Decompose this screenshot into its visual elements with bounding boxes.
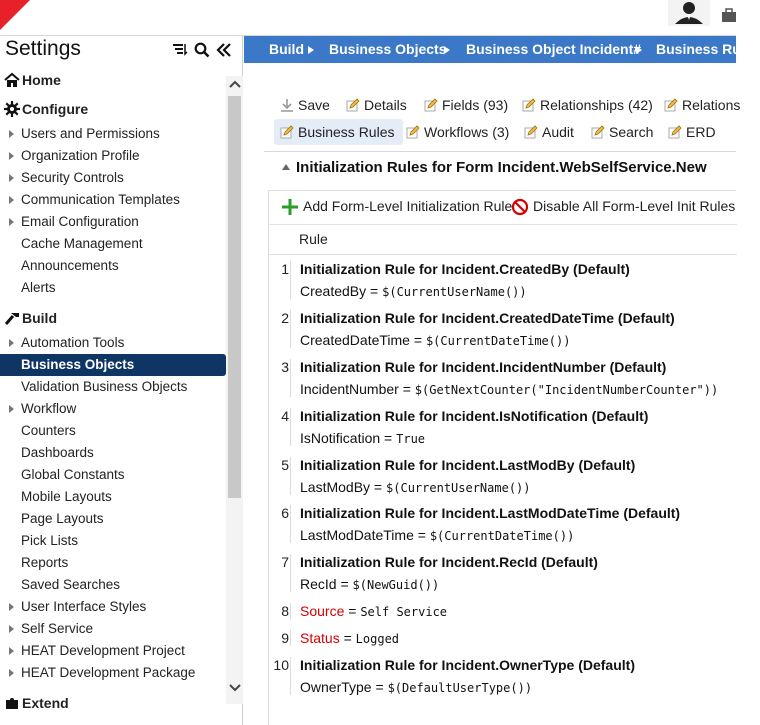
sidebar-item-label: Build [22, 310, 57, 326]
rule-body [290, 554, 737, 592]
sidebar-item-label: Email Configuration [21, 214, 139, 229]
relations-tab[interactable] [662, 92, 740, 118]
workflows-label: Workflows (3) [424, 124, 510, 140]
user-avatar[interactable] [668, 0, 710, 26]
expand-triangle-icon[interactable] [9, 218, 14, 226]
edit-icon [424, 98, 438, 112]
sidebar-item-dashboards[interactable] [0, 442, 226, 464]
sidebar-item-workflow[interactable] [0, 398, 226, 420]
chevron-right-icon [444, 46, 450, 54]
sidebar-item-label: Announcements [21, 258, 119, 273]
rule-operator: = [413, 527, 430, 543]
rule-field[interactable]: Source [300, 603, 345, 619]
relations-label: Relations [682, 97, 741, 113]
disable-rules-button[interactable] [511, 198, 735, 214]
rule-field: IncidentNumber [300, 381, 399, 397]
sidebar-item-counters[interactable] [0, 420, 226, 442]
rule-body [290, 630, 737, 646]
rule-field: RecId [300, 576, 337, 592]
rule-body [290, 408, 737, 446]
rule-title[interactable]: Initialization Rule for Incident.OwnerType (Default) [300, 657, 635, 673]
sidebar-item-automation-tools[interactable] [0, 332, 226, 354]
rule-expression: $(CurrentUserName()) [386, 481, 531, 495]
rule-operator: = [371, 679, 388, 695]
expand-triangle-icon[interactable] [9, 405, 14, 413]
sidebar-item-label: Validation Business Objects [21, 379, 188, 394]
sidebar-item-announcements[interactable] [0, 255, 226, 277]
collapse-triangle-icon[interactable] [282, 164, 290, 170]
rule-expression: Self Service [360, 605, 448, 619]
rule-operator: = [380, 430, 397, 446]
rule-body [290, 310, 737, 348]
logo [0, 0, 30, 30]
edit-icon [406, 125, 420, 139]
rule-title[interactable]: Initialization Rule for Incident.CreatedDateTime (Default) [300, 310, 675, 326]
sidebar-item-reports[interactable] [0, 552, 226, 574]
rule-title[interactable]: Initialization Rule for Incident.IsNotification (Default) [300, 408, 649, 424]
erd-tab[interactable] [666, 119, 716, 145]
sidebar-item-label: Security Controls [21, 170, 124, 185]
sidebar-item-label: HEAT Development Project [21, 643, 185, 658]
sidebar-item-label: Users and Permissions [21, 126, 160, 141]
rule-number: 5 [281, 457, 289, 473]
rule-body [290, 359, 737, 397]
rule-number: 1 [281, 261, 289, 277]
sidebar-item-label: Extend [22, 695, 69, 711]
rule-field: OwnerType [300, 679, 372, 695]
sidebar-item-label: Workflow [21, 401, 77, 416]
plus-icon [281, 198, 299, 216]
rule-title[interactable]: Initialization Rule for Incident.RecId (Default) [300, 554, 598, 570]
erd-label: ERD [686, 124, 716, 140]
audit-tab[interactable] [522, 119, 574, 145]
business-rules-label: Business Rules [298, 124, 395, 140]
sidebar-title: Settings [5, 37, 81, 60]
sidebar-item-heat-development-project[interactable] [0, 640, 226, 662]
sidebar-item-mobile-layouts[interactable] [0, 486, 226, 508]
sidebar-item-page-layouts[interactable] [0, 508, 226, 530]
sidebar-item-label: Dashboards [21, 445, 94, 460]
home-icon [4, 72, 20, 88]
rule-operator: = [336, 576, 353, 592]
sidebar-item-label: Mobile Layouts [21, 489, 112, 504]
chevron-right-icon [636, 46, 642, 54]
breadcrumb-incident[interactable]: Business Object Incident# [466, 41, 642, 57]
rule-number: 7 [281, 554, 289, 570]
sidebar-item-label: Alerts [21, 280, 56, 295]
expand-triangle-icon[interactable] [9, 196, 14, 204]
audit-label: Audit [542, 124, 574, 140]
fields-label: Fields (93) [442, 97, 509, 113]
rule-number: 8 [281, 603, 289, 619]
sidebar-item-label: User Interface Styles [21, 599, 147, 614]
rule-field: LastModBy [300, 479, 371, 495]
rule-title[interactable]: Initialization Rule for Incident.LastModDateTime (Default) [300, 505, 681, 521]
rule-number: 2 [281, 310, 289, 326]
main-panel [244, 63, 741, 725]
rule-title[interactable]: Initialization Rule for Incident.LastModBy (Default) [300, 457, 636, 473]
edit-icon [522, 98, 536, 112]
sidebar-item-security-controls[interactable] [0, 167, 226, 189]
edit-icon [280, 125, 294, 139]
relationships-label: Relationships (42) [540, 97, 653, 113]
chevron-right-icon [308, 46, 314, 54]
sidebar-item-business-objects[interactable] [0, 354, 226, 376]
sidebar-item-label: Global Constants [21, 467, 125, 482]
rule-field: CreatedBy [300, 283, 367, 299]
business-rules-tab[interactable] [274, 119, 403, 145]
rule-body [290, 603, 737, 619]
search-label: Search [609, 124, 654, 140]
sidebar-section-extend[interactable] [0, 692, 226, 714]
rule-number: 6 [281, 505, 289, 521]
rule-expression: Logged [355, 632, 400, 646]
sidebar-item-user-interface-styles[interactable] [0, 596, 226, 618]
sidebar-item-label: HEAT Development Package [21, 665, 196, 680]
rule-body [290, 457, 737, 495]
rule-number: 10 [273, 657, 289, 673]
collapse-sidebar-icon[interactable] [216, 42, 232, 58]
breadcrumb-business-rules[interactable]: Business Rules [656, 41, 760, 57]
sidebar-item-self-service[interactable] [0, 618, 226, 640]
expand-triangle-icon[interactable] [9, 174, 14, 182]
sidebar-item-heat-development-package[interactable] [0, 662, 226, 684]
disable-rules-label: Disable All Form-Level Init Rules [533, 198, 736, 214]
expand-triangle-icon[interactable] [9, 625, 14, 633]
sidebar-item-global-constants[interactable] [0, 464, 226, 486]
fields-tab[interactable] [422, 92, 508, 118]
sidebar-item-label: Cache Management [21, 236, 143, 251]
save-button[interactable] [278, 92, 330, 118]
user-icon [672, 0, 706, 24]
no-entry-icon [511, 198, 529, 216]
sidebar-item-cache-management[interactable] [0, 233, 226, 255]
sidebar-item-label: Counters [21, 423, 76, 438]
rule-expression: $(CurrentDateTime()) [425, 334, 571, 348]
search-tab[interactable] [589, 119, 653, 145]
rule-operator: = [370, 479, 387, 495]
download-icon [280, 98, 294, 112]
rule-field: CreatedDateTime [300, 332, 410, 348]
expand-triangle-icon[interactable] [9, 669, 14, 677]
sidebar-item-label: Business Objects [21, 357, 135, 372]
sidebar-item-label: Page Layouts [21, 511, 104, 526]
sidebar-item-label: Configure [22, 101, 89, 117]
relationships-tab[interactable] [520, 92, 653, 118]
panel-title-text: Initialization Rules for Form Incident.WebSelfService.New [296, 159, 707, 176]
sidebar-scrollbar[interactable] [226, 76, 243, 704]
scroll-up-icon[interactable] [229, 78, 241, 90]
sidebar-item-label: Organization Profile [21, 148, 140, 163]
rule-expression: True [396, 432, 426, 446]
settings-sidebar [0, 36, 243, 725]
grid-actions [269, 191, 737, 225]
rule-field: IsNotification [300, 430, 381, 446]
expand-triangle-icon[interactable] [9, 647, 14, 655]
gear-icon [4, 101, 20, 117]
sidebar-item-label: Self Service [21, 621, 94, 636]
rule-field: LastModDateTime [300, 527, 414, 543]
expand-triangle-icon[interactable] [9, 603, 14, 611]
sidebar-item-alerts[interactable] [0, 277, 226, 299]
divider [264, 151, 736, 152]
sidebar-item-label: Home [22, 72, 61, 88]
sidebar-item-label: Communication Templates [21, 192, 180, 207]
rule-title[interactable]: Initialization Rule for Incident.CreatedBy (Default) [300, 261, 630, 277]
grid-header [269, 225, 737, 255]
edit-icon [591, 125, 605, 139]
rule-number: 9 [281, 630, 289, 646]
expand-triangle-icon[interactable] [9, 130, 14, 138]
rule-field[interactable]: Status [300, 630, 340, 646]
expand-triangle-icon[interactable] [9, 339, 14, 347]
details-tab[interactable] [344, 92, 407, 118]
sidebar-item-communication-templates[interactable] [0, 189, 226, 211]
rules-grid [268, 190, 736, 725]
details-label: Details [364, 97, 407, 113]
scroll-down-icon[interactable] [229, 682, 241, 694]
edit-icon [664, 98, 678, 112]
top-bar [0, 0, 736, 36]
save-label: Save [298, 97, 330, 113]
sidebar-header [0, 36, 243, 64]
sidebar-item-label: Saved Searches [21, 577, 121, 592]
panel-title[interactable] [268, 159, 707, 176]
sidebar-item-email-configuration[interactable] [0, 211, 226, 233]
sidebar-item-label: Pick Lists [21, 533, 79, 548]
puzzle-icon [4, 695, 20, 711]
rule-operator: = [344, 603, 361, 619]
breadcrumb [244, 36, 760, 63]
rule-operator: = [339, 630, 356, 646]
rule-body [290, 657, 737, 695]
sidebar-item-label: Reports [21, 555, 69, 570]
rule-number: 3 [281, 359, 289, 375]
rule-expression: $(CurrentUserName()) [382, 285, 527, 299]
rule-operator: = [409, 332, 426, 348]
rule-title[interactable]: Initialization Rule for Incident.IncidentNumber (Default) [300, 359, 667, 375]
briefcase-icon[interactable] [722, 6, 736, 24]
filter-list-icon[interactable] [172, 42, 188, 58]
sidebar-item-validation-business-objects[interactable] [0, 376, 226, 398]
edit-icon [524, 125, 538, 139]
rule-body [290, 261, 737, 299]
add-rule-label: Add Form-Level Initialization Rule [303, 198, 513, 214]
sidebar-section-build[interactable] [0, 307, 226, 329]
sidebar-item-label: Automation Tools [21, 335, 125, 350]
sidebar-scroll-thumb[interactable] [228, 96, 241, 498]
sidebar-item-saved-searches[interactable] [0, 574, 226, 596]
rule-expression: $(GetNextCounter("IncidentNumberCounter")) [414, 383, 719, 397]
rule-operator: = [398, 381, 415, 397]
sidebar-item-organization-profile[interactable] [0, 145, 226, 167]
add-rule-button[interactable] [281, 198, 512, 214]
rule-body [290, 505, 737, 543]
rule-expression: $(CurrentDateTime()) [429, 529, 575, 543]
breadcrumb-business-objects[interactable]: Business Objects [329, 41, 447, 57]
column-header-rule[interactable]: Rule [299, 231, 328, 247]
hammer-icon [4, 310, 20, 326]
sidebar-tools [172, 42, 232, 58]
rule-expression: $(NewGuid()) [352, 578, 440, 592]
sidebar-section-home[interactable] [0, 69, 226, 91]
expand-triangle-icon[interactable] [9, 152, 14, 160]
rule-operator: = [366, 283, 383, 299]
workflows-tab[interactable] [404, 119, 509, 145]
edit-icon [346, 98, 360, 112]
search-icon[interactable] [194, 42, 210, 58]
rule-number: 4 [281, 408, 289, 424]
sidebar-item-pick-lists[interactable] [0, 530, 226, 552]
edit-icon [668, 125, 682, 139]
rule-expression: $(DefaultUserType()) [387, 681, 533, 695]
breadcrumb-build[interactable]: Build [269, 41, 304, 57]
sidebar-section-configure[interactable] [0, 98, 226, 120]
sidebar-item-users-and-permissions[interactable] [0, 123, 226, 145]
